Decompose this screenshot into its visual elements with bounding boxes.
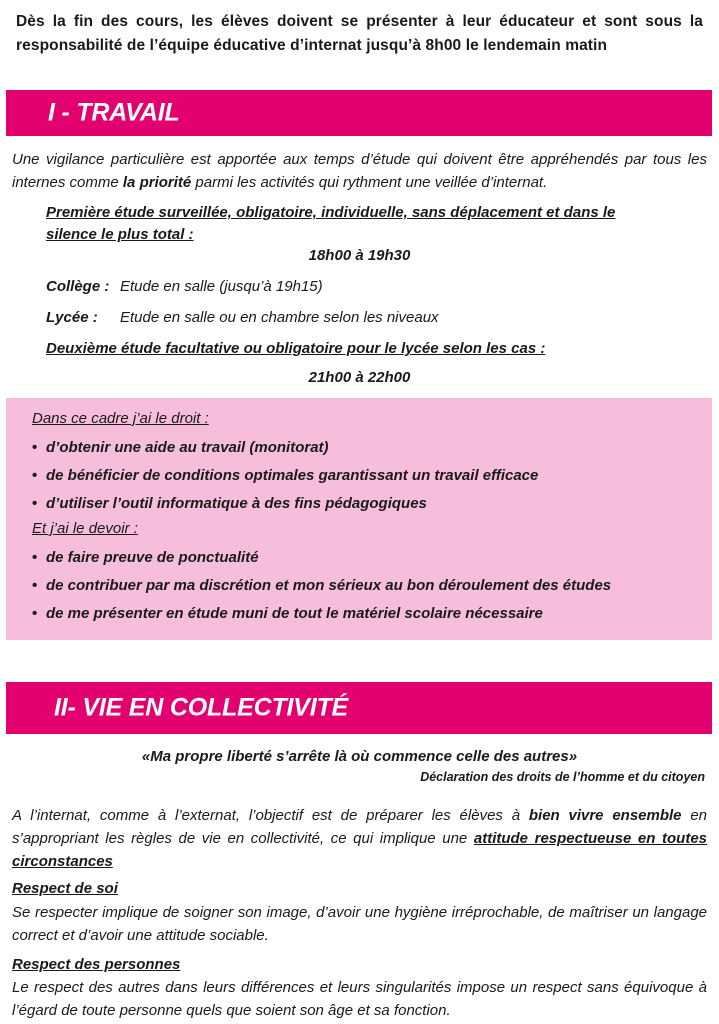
bullet-icon: •	[32, 605, 38, 622]
section-banner-travail	[6, 90, 712, 136]
second-study-time: 21h00 à 22h00	[308, 369, 411, 386]
second-study-title: Deuxième étude facultative ou obligatoire pour le lycée selon les cas :	[46, 340, 546, 357]
collectivite-paragraph	[12, 804, 707, 873]
lycee-text: Etude en salle ou en chambre selon les niveaux	[120, 309, 439, 326]
rights-list	[30, 437, 538, 521]
duties-heading: Et j’ai le devoir :	[32, 520, 138, 537]
lycee-label: Lycée :	[46, 309, 98, 326]
travail-paragraph-text-2: parmi les activités qui rythment une veillée d’internat.	[195, 174, 548, 191]
list-item-text: de faire preuve de ponctualité	[46, 549, 259, 566]
college-row	[46, 278, 323, 295]
college-text: Etude en salle (jusqu’à 19h15)	[120, 278, 323, 295]
respect-self-text: Se respecter implique de soigner son image, d’avoir une hygiène irréprochable, de maîtriser un langage correct et d’avoir une attitude sociable.	[12, 904, 707, 944]
list-item	[30, 575, 611, 603]
travail-paragraph	[12, 148, 707, 194]
duties-list	[30, 547, 611, 631]
rights-heading: Dans ce cadre j’ai le droit :	[32, 410, 209, 427]
bullet-icon: •	[32, 467, 38, 484]
collectivite-text-1: A l’internat, comme à l’externat, l’objectif est de préparer les élèves à	[12, 807, 521, 824]
lycee-row	[46, 309, 439, 326]
section-banner-collectivite	[6, 682, 712, 734]
respect-people-text: Le respect des autres dans leurs différences et leurs singularités impose un respect sans équivoque à l’égard de toute personne quels que soient son âge et sa fonction.	[12, 979, 707, 1019]
section-title-collectivite: II- VIE EN COLLECTIVITÉ	[54, 693, 349, 722]
list-item	[30, 437, 538, 465]
travail-paragraph-text-1: Une vigilance particulière est apportée aux temps d’étude qui doivent être appréhendés par tous les internes comme	[12, 151, 707, 191]
list-item	[30, 603, 611, 631]
intro-paragraph: Dès la fin des cours, les élèves doivent se présenter à leur éducateur et sont sous la responsabilité de l’équipe éducative d’internat jusqu’à 8h00 le lendemain matin	[16, 13, 703, 54]
list-item-text: de contribuer par ma discrétion et mon sérieux au bon déroulement des études	[46, 577, 612, 594]
quote-source: Déclaration des droits de l’homme et du citoyen	[420, 770, 705, 784]
list-item	[30, 493, 538, 521]
bullet-icon: •	[32, 577, 38, 594]
bullet-icon: •	[32, 549, 38, 566]
bullet-icon: •	[32, 495, 38, 512]
list-item-text: d’utiliser l’outil informatique à des fins pédagogiques	[46, 495, 427, 512]
list-item	[30, 465, 538, 493]
respect-self-title: Respect de soi	[12, 880, 118, 897]
list-item-text: de bénéficier de conditions optimales garantissant un travail efficace	[46, 467, 539, 484]
bullet-icon: •	[32, 439, 38, 456]
first-study-time: 18h00 à 19h30	[308, 247, 411, 264]
rights-duties-box	[6, 398, 712, 640]
list-item	[30, 547, 611, 575]
collectivite-emphasis-underlined: attitude respectueuse en toutes circonstances	[12, 830, 708, 870]
travail-paragraph-emphasis: la priorité	[122, 174, 192, 191]
collectivite-text-2: en s’appropriant les règles de vie en collectivité, ce qui implique une	[12, 807, 707, 847]
first-study-title: Première étude surveillée, obligatoire, individuelle, sans déplacement et dans le silence le plus total :	[46, 204, 616, 243]
list-item-text: de me présenter en étude muni de tout le matériel scolaire nécessaire	[46, 605, 543, 622]
quote: «Ma propre liberté s’arrête là où commence celle des autres»	[141, 748, 578, 765]
section-title-travail: I - TRAVAIL	[48, 98, 180, 127]
respect-people-title: Respect des personnes	[12, 956, 181, 973]
college-label: Collège :	[46, 278, 110, 295]
collectivite-emphasis: bien vivre ensemble	[528, 807, 682, 824]
list-item-text: d’obtenir une aide au travail (monitorat)	[46, 439, 329, 456]
